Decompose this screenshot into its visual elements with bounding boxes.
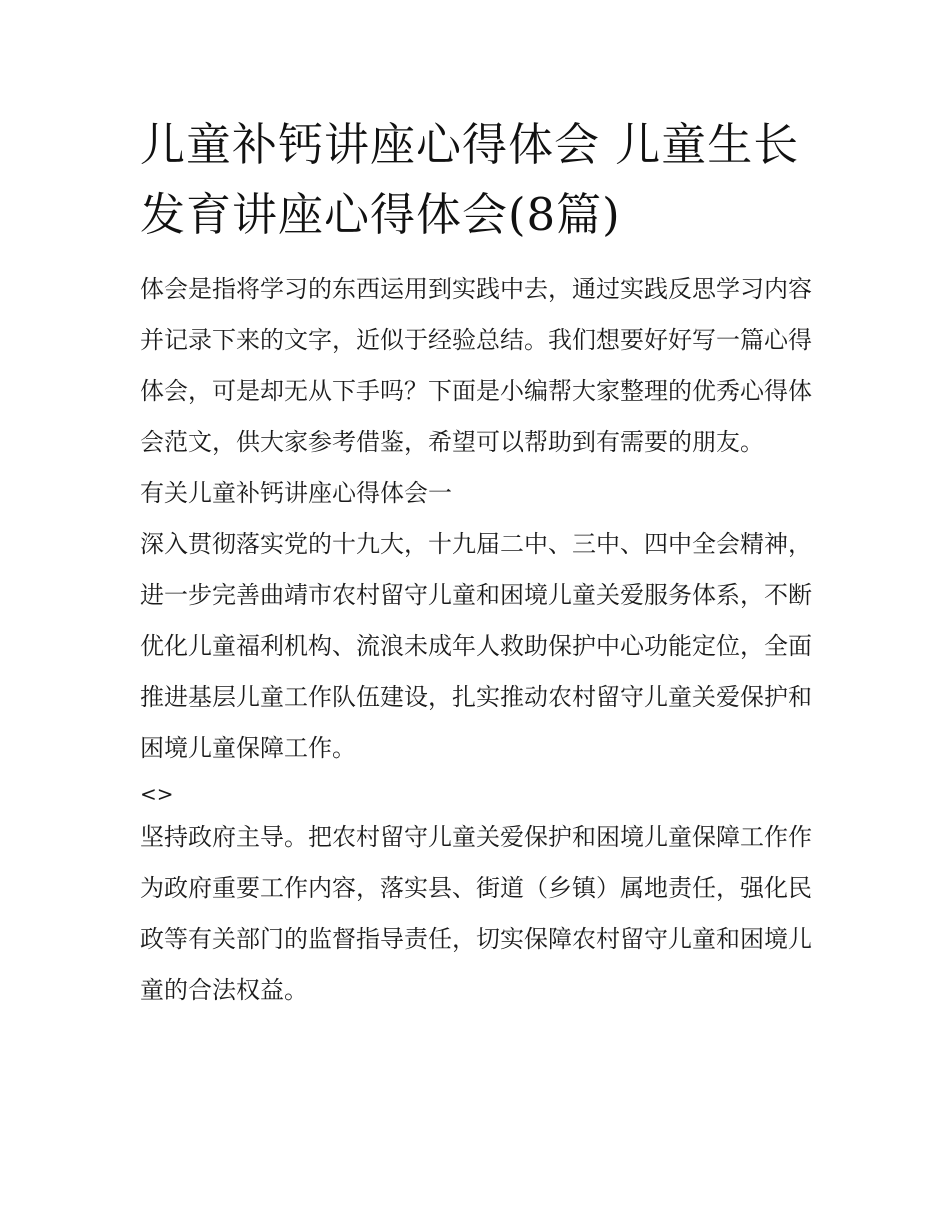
- body-paragraph-1: 深入贯彻落实党的十九大，十九届二中、三中、四中全会精神，进一步完善曲靖市农村留守儿童和困境儿童关爱服务体系，不断优化儿童福利机构、流浪未成年人救助保护中心功能定位，全面推进基层儿童工作队伍建设，扎实推动农村留守儿童关爱保护和困境儿童保障工作。: [140, 530, 812, 762]
- body-paragraph-2: 坚持政府主导。把农村留守儿童关爱保护和困境儿童保障工作作为政府重要工作内容，落实县、街道（乡镇）属地责任，强化民政等有关部门的监督指导责任，切实保障农村留守儿童和困境儿童的合法权益。: [140, 823, 812, 1004]
- document-title: 儿童补钙讲座心得体会 儿童生长发育讲座心得体会(8篇): [140, 118, 800, 241]
- intro-paragraph: 体会是指将学习的东西运用到实践中去，通过实践反思学习内容并记录下来的文字，近似于经验总结。我们想要好好写一篇心得体会，可是却无从下手吗？下面是小编帮大家整理的优秀心得体会范文，供大家参考借鉴，希望可以帮助到有需要的朋友。: [140, 275, 812, 456]
- angle-bracket-marker: <>: [140, 782, 174, 806]
- section-heading: 有关儿童补钙讲座心得体会一: [140, 479, 452, 507]
- document-page: [140, 110, 812, 1016]
